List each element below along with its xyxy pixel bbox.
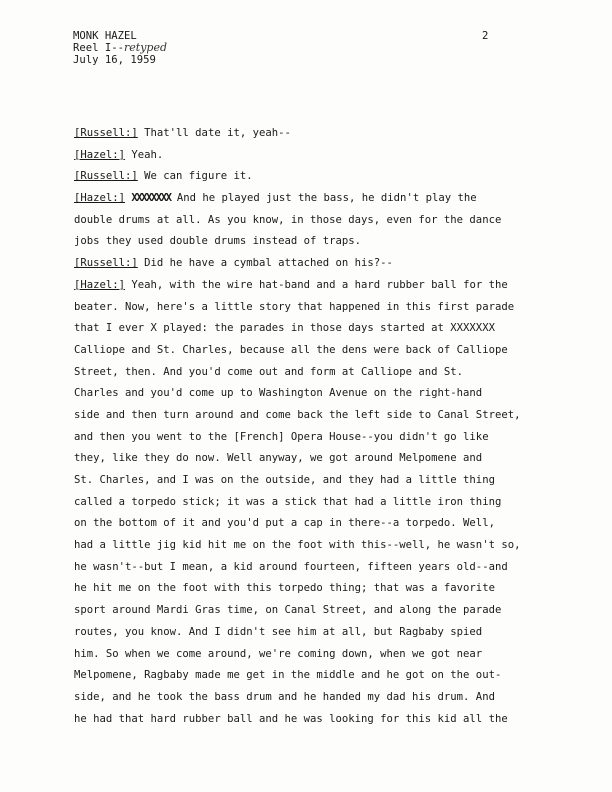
transcript-line (74, 687, 574, 709)
transcript-line (74, 145, 574, 167)
transcript-line (74, 166, 574, 188)
spoken-text: routes, you know. And I didn't see him at all, but Ragbaby spied (74, 625, 483, 638)
transcript-line (74, 427, 574, 449)
transcript-line (74, 210, 574, 232)
transcript-line (74, 513, 574, 535)
transcript-line (74, 405, 574, 427)
transcript-line (74, 448, 574, 470)
transcript-line (74, 340, 574, 362)
spoken-text: jobs they used double drums instead of traps. (74, 235, 362, 248)
spoken-text: Melpomene, Ragbaby made me get in the middle and he got on the out- (74, 669, 502, 682)
spoken-text: side, and he took the bass drum and he handed my dad his drum. And (74, 690, 495, 703)
page-number: 2 (482, 30, 489, 42)
spoken-text: Yeah, with the wire hat-band and a hard rubber ball for the (125, 278, 508, 291)
speaker-label: [Russell:] (74, 257, 138, 270)
interview-date: July 16, 1959 (73, 54, 156, 66)
transcript-line (74, 709, 574, 731)
spoken-text: him. So when we come around, we're coming down, when we got near (74, 647, 483, 660)
spoken-text: sport around Mardi Gras time, on Canal Street, and along the parade (74, 604, 502, 617)
transcript-line (74, 275, 574, 297)
spoken-text: on the bottom of it and you'd put a cap in there--a torpedo. Well, (74, 517, 495, 530)
spoken-text: Charles and you'd come up to Washington Avenue on the right-hand (74, 387, 483, 400)
spoken-text: beater. Now, here's a little story that happened in this first parade (74, 300, 515, 313)
transcript-line (74, 470, 574, 492)
spoken-text: Yeah. (125, 148, 164, 161)
transcript-line (74, 383, 574, 405)
transcript-line (74, 644, 574, 666)
speaker-label: [Russell:] (74, 127, 138, 139)
spoken-text: St. Charles, and I was on the outside, and they had a little thing (74, 474, 495, 486)
spoken-text: and then you went to the [French] Opera House--you didn't go like (74, 430, 489, 443)
transcript-line (74, 362, 574, 384)
spoken-text: double drums at all. As you know, in those days, even for the dance (74, 213, 502, 226)
transcript-line (74, 557, 574, 579)
spoken-text: he hit me on the foot with this torpedo thing; that was a favorite (74, 582, 495, 595)
spoken-text: That'll date it, yeah-- (137, 127, 291, 139)
transcript-line (74, 578, 574, 600)
spoken-text: side and then turn around and come back the left side to Canal Street, (74, 408, 521, 421)
transcript-line (74, 231, 574, 253)
transcript-line (74, 600, 574, 622)
spoken-text: And he played just the bass, he didn't play the (170, 192, 477, 205)
spoken-text: We can figure it. (137, 170, 253, 183)
spoken-text: Calliope and St. Charles, because all the dens were back of Calliope (74, 343, 508, 356)
spoken-text: called a torpedo stick; it was a stick that had a little iron thing (74, 495, 502, 508)
speaker-label: [Russell:] (74, 170, 138, 183)
reel-label: Reel I-- (73, 42, 125, 54)
transcript-line (74, 253, 574, 275)
interviewee-name: MONK HAZEL (73, 30, 137, 42)
speaker-label: [Hazel:] (74, 148, 126, 161)
transcript-line (74, 123, 574, 145)
transcript-line (74, 297, 574, 319)
transcript-body (74, 123, 574, 730)
spoken-text: Did he have a cymbal attached on his?-- (137, 257, 393, 270)
spoken-text: that I ever X played: the parades in those days started at XXXXXXX (74, 322, 495, 335)
struck-out-text: XXXXXXXX (131, 192, 171, 205)
spoken-text: Street, then. And you'd come out and form at Calliope and St. (74, 365, 464, 378)
speaker-label: [Hazel:] (74, 192, 126, 205)
reel-line (73, 42, 167, 54)
handwritten-note: retyped (124, 41, 168, 54)
speaker-label: [Hazel:] (74, 278, 126, 291)
spoken-text: he wasn't--but I mean, a kid around fourteen, fifteen years old--and (74, 560, 508, 573)
spoken-text: he had that hard rubber ball and he was looking for this kid all the (74, 712, 508, 725)
transcript-line (74, 188, 574, 210)
transcript-line (74, 318, 574, 340)
spoken-text: they, like they do now. Well anyway, we got around Melpomene and (74, 452, 483, 465)
transcript-line (74, 622, 574, 644)
spoken-text: had a little jig kid hit me on the foot with this--well, he wasn't so, (74, 539, 521, 552)
transcript-line (74, 492, 574, 514)
document-header (73, 30, 167, 66)
transcript-line (74, 535, 574, 557)
transcript-line (74, 665, 574, 687)
